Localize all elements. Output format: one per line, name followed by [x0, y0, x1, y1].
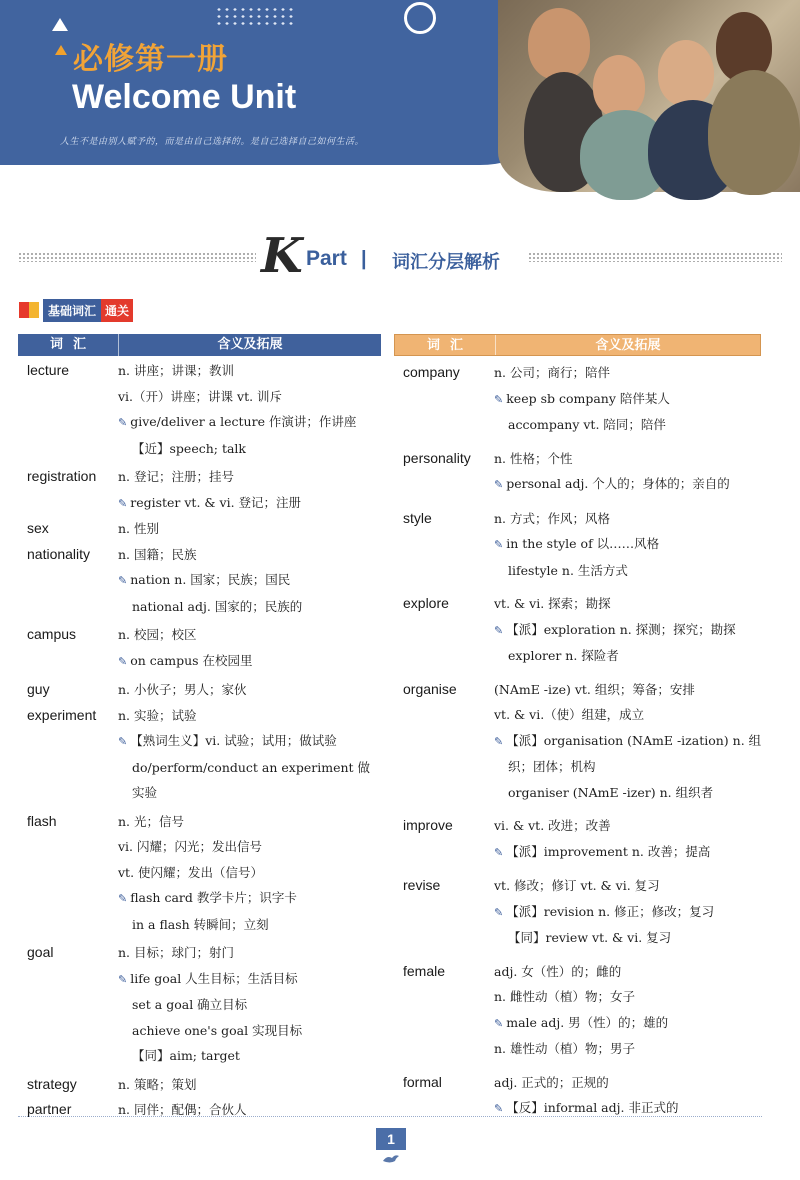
definition-text: nation n. 国家；民族；国民	[130, 572, 291, 587]
vocab-word: female	[403, 962, 446, 979]
part-word: Part	[306, 247, 347, 270]
definition-text: n. 国籍；民族	[118, 546, 197, 562]
vocab-word: improve	[403, 817, 453, 833]
vocab-word: experiment	[27, 706, 97, 723]
definition-line	[494, 813, 761, 839]
vocab-definitions	[118, 809, 381, 938]
definition-line	[118, 703, 381, 729]
definition-line	[494, 1070, 761, 1096]
definition-text: national adj. 国家的；民族的	[132, 598, 303, 614]
definition-text: lifestyle n. 生活方式	[508, 562, 628, 578]
definition-text: adj. 女（性）的；雌的	[494, 963, 622, 979]
vocab-definitions	[494, 360, 761, 438]
footer-rule	[18, 1116, 762, 1117]
vocab-word: guy	[27, 681, 50, 697]
definition-text: n. 实验；试验	[118, 707, 197, 723]
vocab-column-right	[394, 334, 761, 1122]
vocab-definitions	[118, 542, 381, 620]
vocab-entry	[18, 703, 381, 806]
header-banner	[0, 0, 800, 200]
definition-text: 【同】review vt. & vi. 复习	[508, 930, 672, 945]
definition-line	[118, 409, 381, 436]
column-header	[18, 334, 381, 356]
vocab-entry	[394, 677, 761, 806]
vocab-definitions	[494, 873, 761, 951]
vocab-definitions	[118, 516, 381, 542]
definition-line	[118, 384, 381, 410]
vocab-definitions	[494, 959, 761, 1062]
column-header	[394, 334, 761, 356]
definition-text: register vt. & vi. 登记；注册	[130, 494, 302, 510]
vocab-column-left	[18, 334, 381, 1123]
vocab-entry	[18, 516, 381, 542]
pencil-icon: ✎	[118, 735, 128, 748]
definition-line	[118, 648, 381, 675]
vocab-entry	[394, 1070, 761, 1122]
vocab-definitions	[118, 622, 381, 674]
vocab-definitions	[494, 446, 761, 498]
book-icon	[18, 300, 40, 320]
decor-dots	[215, 6, 295, 28]
definition-text: vi.（开）讲座；讲课 vt. 训斥	[118, 388, 283, 404]
definition-text: (NAmE -ize) vt. 组织；筹备；安排	[494, 681, 695, 697]
definition-line	[494, 360, 761, 386]
vocab-entry	[394, 873, 761, 951]
vocab-entry	[18, 1097, 381, 1123]
vocab-definitions	[494, 506, 761, 584]
definition-text: n. 雌性动（植）物；女子	[494, 989, 635, 1004]
motto: 人生不是由别人赋予的，而是由自己选择的。是自己选择自己如何生活。	[60, 137, 365, 147]
entry-list	[394, 360, 761, 1122]
vocab-word: nationality	[27, 545, 91, 562]
vocab-entry	[394, 506, 761, 584]
definition-text: 【熟词生义】vi. 试验；试用；做试验	[130, 733, 337, 748]
vocab-word: strategy	[27, 1075, 77, 1092]
pencil-icon: ✎	[494, 538, 504, 551]
definition-line	[494, 728, 761, 755]
definition-line	[494, 446, 761, 472]
definition-line	[118, 622, 381, 648]
vocab-word: style	[403, 509, 432, 526]
definition-text: 织；团体；机构	[508, 759, 596, 774]
definition-line	[494, 959, 761, 985]
vocab-word: formal	[403, 1073, 442, 1090]
volume-marker-icon	[55, 45, 67, 55]
definition-line	[118, 516, 381, 542]
dotted-rule-left	[18, 252, 256, 262]
pencil-icon: ✎	[494, 1016, 504, 1030]
vocab-entry	[18, 809, 381, 938]
definition-text: vi. & vt. 改进；改善	[494, 818, 611, 833]
definition-text: male adj. 男（性）的；雄的	[506, 1014, 669, 1030]
definition-text: n. 雄性动（植）物；男子	[494, 1041, 635, 1056]
vocab-word: campus	[27, 626, 77, 642]
definition-line	[494, 899, 761, 926]
definition-line	[494, 617, 761, 644]
vocab-entry	[18, 622, 381, 674]
definition-line	[118, 992, 381, 1018]
header-definition: 含义及拓展	[118, 334, 381, 356]
definition-line	[118, 755, 381, 781]
section-label: 基础词汇	[43, 299, 101, 322]
definition-line	[494, 677, 761, 703]
definition-line	[118, 1072, 381, 1098]
page-number: 1	[376, 1128, 406, 1150]
vocab-entry	[394, 360, 761, 438]
definition-text: 【近】speech; talk	[132, 440, 246, 456]
definition-text: accompany vt. 陪同；陪伴	[508, 417, 666, 432]
definition-text: 【派】exploration n. 探测；探究；勘探	[506, 621, 736, 637]
vocab-word: personality	[403, 449, 471, 466]
part-heading	[18, 228, 782, 284]
definition-text: 【派】improvement n. 改善；提高	[506, 843, 711, 859]
definition-text: vt. 使闪耀；发出（信号）	[118, 864, 264, 880]
section-tag	[18, 299, 133, 321]
definition-line	[118, 464, 381, 490]
definition-line	[494, 412, 761, 438]
vocab-definitions	[118, 464, 381, 516]
definition-line	[494, 471, 761, 498]
definition-line	[118, 940, 381, 966]
bird-icon	[381, 1152, 401, 1166]
definition-text: in the style of 以……风格	[506, 536, 660, 551]
definition-text: n. 登记；注册；挂号	[118, 469, 234, 484]
definition-text: personal adj. 个人的；身体的；亲自的	[506, 476, 730, 491]
vocab-entry	[18, 358, 381, 461]
definition-line	[118, 542, 381, 568]
definition-text: explorer n. 探险者	[508, 648, 619, 663]
decor-ring-icon	[404, 2, 436, 34]
vocab-definitions	[494, 677, 761, 806]
definition-line	[118, 885, 381, 912]
definition-text: 【同】aim; target	[132, 1048, 240, 1063]
dotted-rule-right	[528, 252, 782, 262]
vocab-word: goal	[27, 944, 54, 960]
definition-text: n. 性格；个性	[494, 450, 573, 466]
header-word: 词汇	[49, 337, 96, 352]
definition-line	[118, 1043, 381, 1069]
pencil-icon: ✎	[494, 392, 504, 406]
decor-triangle-icon	[52, 18, 68, 31]
definition-line	[494, 643, 761, 669]
vocab-word: organise	[403, 680, 457, 697]
definition-text: n. 目标；球门；射门	[118, 945, 234, 960]
definition-line	[118, 860, 381, 886]
definition-line	[494, 506, 761, 532]
definition-line	[494, 984, 761, 1010]
definition-line	[118, 567, 381, 594]
pencil-icon: ✎	[494, 478, 504, 491]
definition-line	[494, 591, 761, 617]
vocab-word: partner	[27, 1101, 72, 1117]
volume-title: 必修第一册	[73, 42, 228, 77]
definition-text: n. 方式；作风；风格	[494, 510, 610, 526]
definition-line	[494, 558, 761, 584]
definition-text: vt. 修改；修订 vt. & vi. 复习	[494, 878, 660, 893]
part-title: 词汇分层解析	[392, 252, 500, 273]
vocab-word: flash	[27, 812, 57, 829]
definition-line	[118, 728, 381, 755]
definition-line	[494, 754, 761, 780]
definition-line	[118, 809, 381, 835]
pencil-icon: ✎	[118, 416, 128, 429]
entry-list	[18, 358, 381, 1123]
vocab-entry	[18, 940, 381, 1069]
definition-line	[118, 834, 381, 860]
header-word: 词汇	[426, 338, 473, 353]
definition-line	[494, 839, 761, 866]
vocab-definitions	[118, 703, 381, 806]
vocab-word: company	[403, 364, 460, 380]
unit-title: Welcome Unit	[72, 78, 297, 116]
definition-line	[118, 358, 381, 384]
pencil-icon: ✎	[118, 574, 128, 587]
definition-text: organiser (NAmE -izer) n. 组织者	[508, 784, 714, 800]
vocab-entry	[18, 542, 381, 620]
pencil-icon: ✎	[494, 623, 504, 637]
pencil-icon: ✎	[118, 496, 128, 510]
definition-text: achieve one's goal 实现目标	[132, 1022, 303, 1038]
definition-line	[118, 594, 381, 620]
pencil-icon: ✎	[494, 1102, 504, 1115]
vocab-entry	[394, 591, 761, 669]
definition-text: n. 性别	[118, 521, 159, 536]
vocab-entry	[394, 813, 761, 865]
definition-text: n. 光；信号	[118, 813, 184, 829]
definition-line	[118, 436, 381, 462]
definition-text: vt. & vi.（使）组建，成立	[494, 707, 645, 722]
vocab-definitions	[118, 1072, 381, 1098]
definition-text: adj. 正式的；正规的	[494, 1074, 609, 1090]
definition-text: life goal 人生目标；生活目标	[130, 970, 298, 986]
vocab-word: explore	[403, 595, 449, 611]
vocab-definitions	[494, 1070, 761, 1122]
definition-text: 【派】revision n. 修正；修改；复习	[506, 903, 715, 919]
definition-text: 【派】organisation (NAmE -ization) n. 组	[506, 732, 762, 748]
definition-line	[494, 925, 761, 951]
definition-line	[118, 490, 381, 517]
definition-line	[118, 677, 381, 703]
vocab-definitions	[494, 591, 761, 669]
definition-text: n. 策略；策划	[118, 1076, 197, 1092]
vocab-entry	[18, 677, 381, 703]
definition-line	[494, 386, 761, 413]
definition-line	[118, 1018, 381, 1044]
vocab-definitions	[118, 677, 381, 703]
definition-text: n. 小伙子；男人；家伙	[118, 682, 247, 697]
vocab-word: lecture	[27, 362, 70, 378]
definition-line	[494, 1095, 761, 1122]
definition-line	[494, 531, 761, 558]
definition-text: flash card 教学卡片；识字卡	[130, 890, 297, 905]
definition-line	[494, 1036, 761, 1062]
header-definition: 含义及拓展	[495, 335, 760, 355]
definition-line	[494, 780, 761, 806]
vocab-definitions	[118, 940, 381, 1069]
vocab-definitions	[118, 1097, 381, 1123]
definition-line	[118, 1097, 381, 1123]
vocab-entry	[394, 446, 761, 498]
vocab-word: sex	[27, 520, 49, 536]
definition-text: n. 校园；校区	[118, 627, 197, 642]
definition-text: 实验	[132, 785, 158, 800]
vocab-entry	[394, 959, 761, 1062]
vocab-entry	[18, 464, 381, 516]
pencil-icon: ✎	[494, 905, 504, 919]
definition-text: vt. & vi. 探索；勘探	[494, 596, 611, 611]
definition-text: keep sb company 陪伴某人	[506, 390, 670, 406]
pencil-icon: ✎	[494, 845, 504, 859]
definition-text: n. 公司；商行；陪伴	[494, 365, 610, 380]
definition-line	[494, 873, 761, 899]
definition-text: set a goal 确立目标	[132, 997, 248, 1012]
definition-line	[118, 966, 381, 993]
definition-text: do/perform/conduct an experiment 做	[132, 759, 371, 775]
students-photo	[498, 0, 800, 192]
part-separator: |	[361, 248, 367, 270]
pencil-icon: ✎	[118, 892, 128, 905]
part-letter: K	[261, 228, 303, 284]
definition-text: n. 讲座；讲课；教训	[118, 363, 234, 378]
vocab-definitions	[118, 358, 381, 461]
definition-text: n. 同伴；配偶；合伙人	[118, 1102, 247, 1117]
definition-text: 【反】informal adj. 非正式的	[506, 1100, 679, 1115]
definition-line	[494, 1010, 761, 1037]
vocab-definitions	[494, 813, 761, 865]
vocab-word: revise	[403, 877, 441, 893]
definition-text: vi. 闪耀；闪光；发出信号	[118, 839, 263, 854]
definition-text: give/deliver a lecture 作演讲；作讲座	[130, 414, 357, 429]
definition-text: in a flash 转瞬间；立刻	[132, 916, 269, 932]
vocab-entry	[18, 1072, 381, 1098]
definition-line	[494, 702, 761, 728]
vocab-word: registration	[27, 468, 97, 484]
definition-line	[118, 912, 381, 938]
definition-line	[118, 780, 381, 806]
section-accent: 通关	[101, 299, 133, 322]
pencil-icon: ✎	[118, 654, 128, 668]
pencil-icon: ✎	[494, 734, 504, 748]
definition-text: on campus 在校园里	[130, 652, 253, 668]
pencil-icon: ✎	[118, 972, 128, 986]
